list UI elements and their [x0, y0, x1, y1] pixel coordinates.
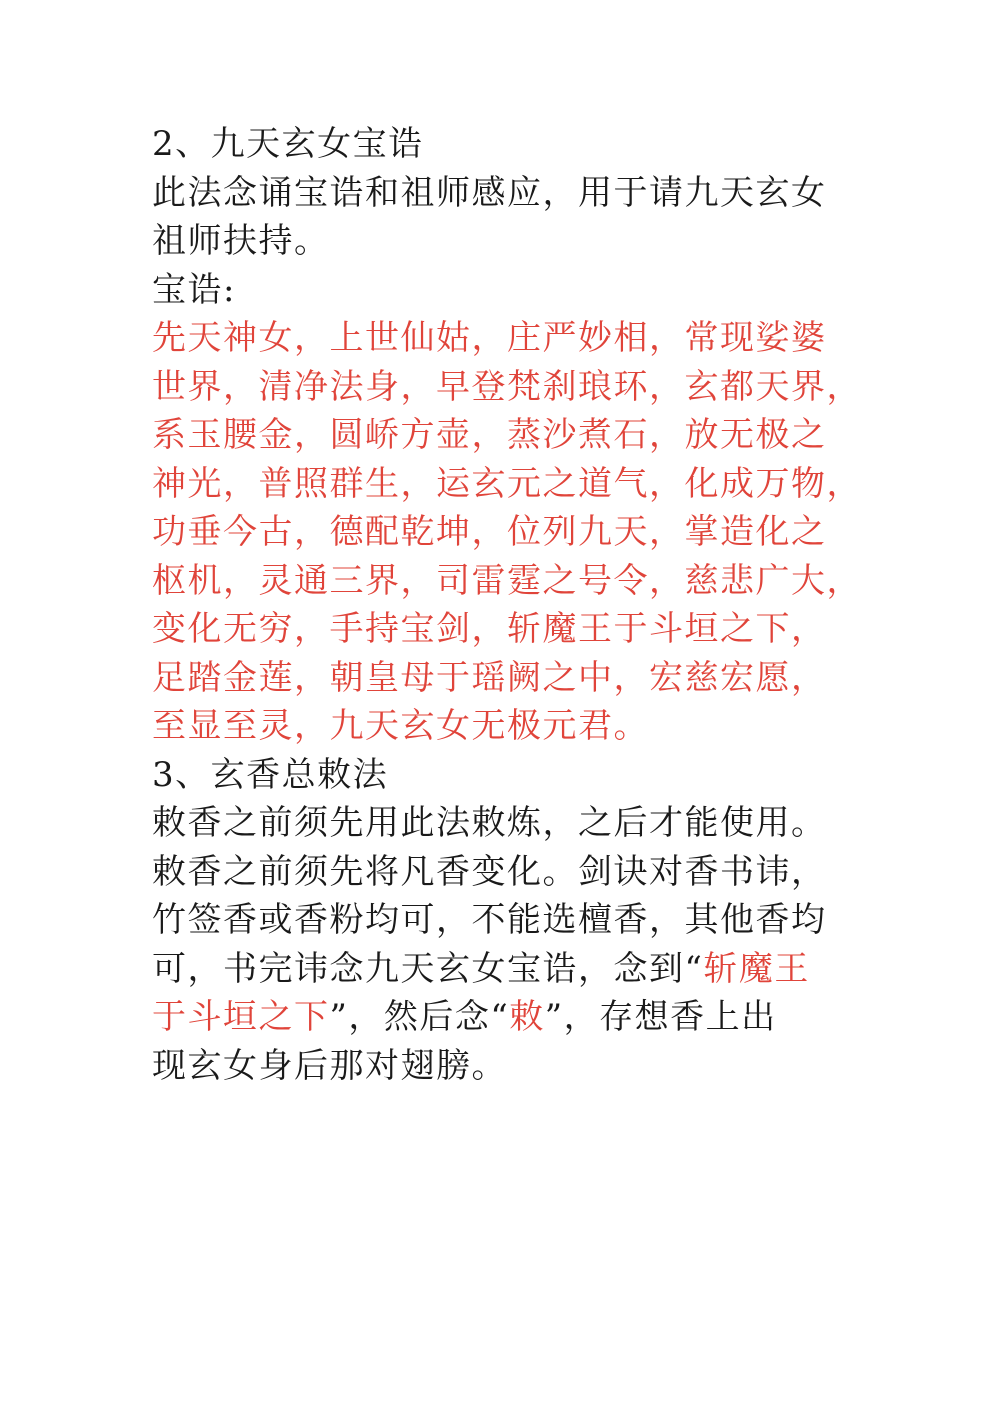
section-3-line-5: [152, 993, 867, 1042]
highlight-chi: 敕: [509, 997, 545, 1037]
incantation-line-1: 先天神女，上世仙姑，庄严妙相，常现娑婆: [152, 318, 827, 358]
incantation-line-9: 至显至灵，九天玄女无极元君。: [152, 706, 649, 746]
document-page: [152, 120, 867, 1090]
section-3-line-6: 现玄女身后那对翅膀。: [152, 1045, 507, 1086]
incantation-line-3: 系玉腰金，圆峤方壶，蒸沙煮石，放无极之: [152, 415, 827, 455]
section-3-line-2: 敕香之前须先将凡香变化。剑诀对香书讳，: [152, 851, 827, 892]
incantation-label: 宝诰:: [152, 269, 236, 310]
section-3-line-1: 敕香之前须先用此法敕炼，之后才能使用。: [152, 803, 827, 843]
section-2-heading: 2、九天玄女宝诰: [152, 124, 424, 164]
highlight-zhanmowang: 斩魔王: [703, 948, 810, 989]
section-2-intro-line-1: 此法念诵宝诰和祖师感应，用于请九天玄女: [152, 172, 827, 213]
section-3-heading: 3、玄香总敕法: [152, 754, 389, 795]
incantation-line-2: 世界，清净法身，早登梵刹琅环，玄都天界，: [152, 366, 862, 407]
incantation-line-8: 足踏金莲，朝皇母于瑶阙之中，宏慈宏愿，: [152, 657, 827, 698]
incantation-line-5: 功垂今古，德配乾坤，位列九天，掌造化之: [152, 512, 827, 552]
section-3-line-5-text-b: ”，存想香上出: [544, 997, 777, 1037]
section-3-line-5-text-a: ”，然后念“: [329, 997, 510, 1037]
section-2-intro-line-2: 祖师扶持。: [152, 221, 330, 261]
incantation-line-4: 神光，普照群生，运玄元之道气，化成万物，: [152, 463, 862, 504]
incantation-line-6: 枢机，灵通三界，司雷霆之号令，慈悲广大，: [152, 560, 862, 601]
highlight-yudouyuan: 于斗垣之下: [152, 997, 330, 1037]
section-3-line-4: [152, 945, 867, 994]
section-3-line-4-text: 可，书完讳念九天玄女宝诰，念到“: [152, 948, 704, 989]
incantation-line-7: 变化无穷，手持宝剑，斩魔王于斗垣之下，: [152, 609, 827, 649]
section-3-line-3: 竹签香或香粉均可，不能选檀香，其他香均: [152, 900, 827, 940]
